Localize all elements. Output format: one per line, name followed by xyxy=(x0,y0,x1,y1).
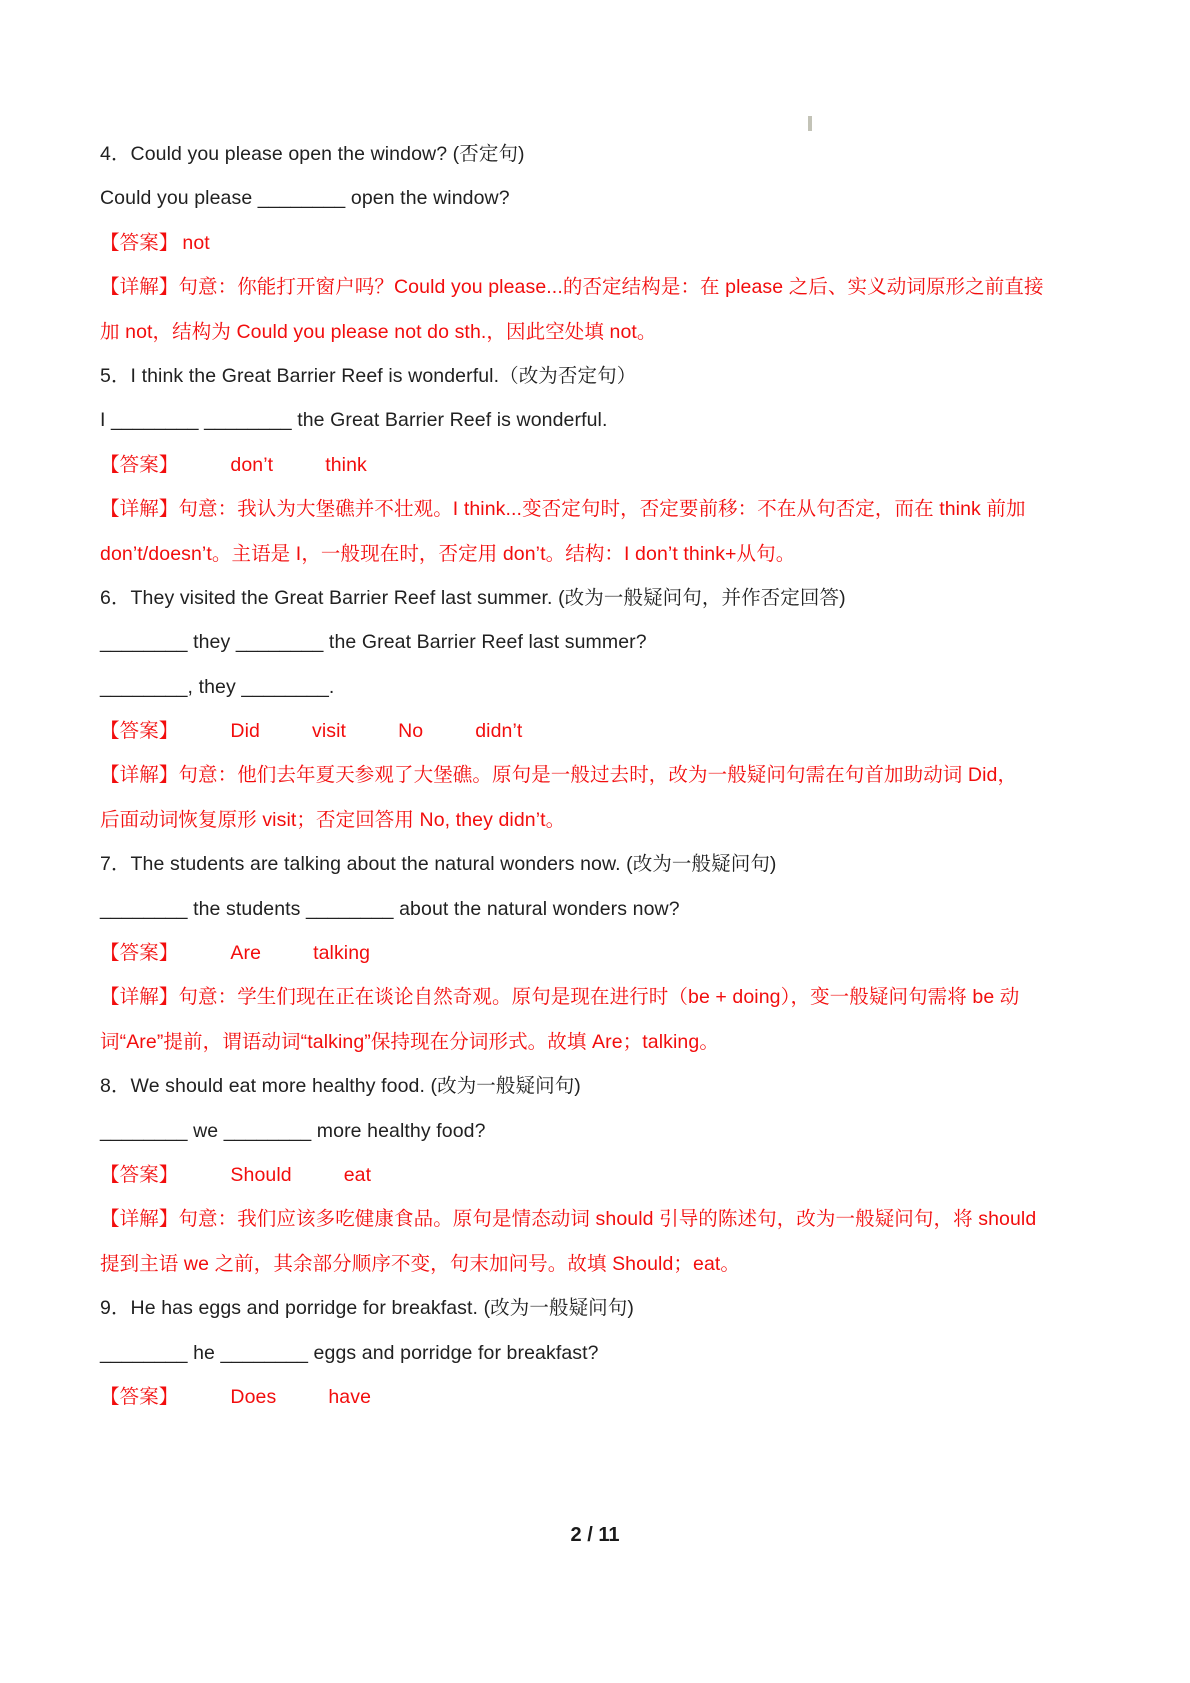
question-text: 4．Could you please open the window? (否定句) xyxy=(100,143,525,165)
question-4-answer xyxy=(100,221,1100,265)
answer-value: Did xyxy=(230,720,260,743)
question-9-fill xyxy=(100,1331,1100,1375)
question-5-fill xyxy=(100,398,1100,442)
question-8-explain-2 xyxy=(100,1242,1100,1286)
explain-text: 词“Are”提前，谓语动词“talking”保持现在分词形式。故填 Are；talking。 xyxy=(100,1030,719,1053)
explain-text: 【详解】句意：他们去年夏天参观了大堡礁。原句是一般过去时，改为一般疑问句需在句首加助动词 Did， xyxy=(100,764,1018,787)
question-6-fill-1 xyxy=(100,620,1100,664)
question-6-explain-2 xyxy=(100,798,1100,842)
question-4-title xyxy=(100,132,1100,176)
question-7-explain-2 xyxy=(100,1020,1100,1064)
question-7-answer xyxy=(100,931,1100,975)
answer-value: Does xyxy=(230,1385,277,1408)
question-7-fill xyxy=(100,887,1100,931)
question-9-answer xyxy=(100,1375,1100,1419)
question-text: 9．He has eggs and porridge for breakfast. (改为一般疑问句) xyxy=(100,1297,634,1320)
question-text: 7．The students are talking about the natural wonders now. (改为一般疑问句) xyxy=(100,853,777,876)
fill-text: I ________ ________ the Great Barrier Reef is wonderful. xyxy=(100,409,608,432)
explain-text: 【详解】句意：你能打开窗户吗？Could you please...的否定结构是：在 please 之后、实义动词原形之前直接 xyxy=(100,276,1044,299)
explain-text: 【详解】句意：我们应该多吃健康食品。原句是情态动词 should 引导的陈述句，改为一般疑问句，将 should xyxy=(100,1208,1037,1231)
question-8-title xyxy=(100,1064,1100,1108)
explain-text: 后面动词恢复原形 visit；否定回答用 No, they didn’t。 xyxy=(100,808,566,831)
fill-text: ________ they ________ the Great Barrier Reef last summer? xyxy=(100,631,647,654)
question-9-title xyxy=(100,1286,1100,1330)
page-number: 2 / 11 xyxy=(570,1524,620,1546)
question-4-fill xyxy=(100,176,1100,220)
question-4-explain-1 xyxy=(100,265,1100,309)
question-6-answer xyxy=(100,709,1100,753)
answer-value: don’t xyxy=(230,453,274,476)
question-7-explain-1 xyxy=(100,975,1100,1019)
fill-text: ________ we ________ more healthy food? xyxy=(100,1119,486,1142)
question-5-answer xyxy=(100,443,1100,487)
question-text: 5．I think the Great Barrier Reef is wonderful.（改为否定句） xyxy=(100,364,637,387)
explain-text: 加 not，结构为 Could you please not do sth.，因此空处填 not。 xyxy=(100,320,657,343)
answer-value: didn’t xyxy=(475,720,523,743)
question-7-title xyxy=(100,842,1100,886)
answer-label: 【答案】 xyxy=(100,1163,179,1186)
answer-value: talking xyxy=(313,942,371,965)
question-5-explain-1 xyxy=(100,487,1100,531)
question-8-explain-1 xyxy=(100,1197,1100,1241)
explain-text: 【详解】句意：我认为大堡礁并不壮观。I think...变否定句时，否定要前移：不在从句否定，而在 think 前加 xyxy=(100,498,1026,521)
answer-label: 【答案】 xyxy=(100,942,179,965)
answer-value: visit xyxy=(311,720,347,743)
answer-label: 【答案】 xyxy=(100,1385,179,1408)
question-6-title xyxy=(100,576,1100,620)
explain-text: 提到主语 we 之前，其余部分顺序不变，句末加问号。故填 Should；eat。 xyxy=(100,1252,741,1275)
question-text: 6．They visited the Great Barrier Reef last summer. (改为一般疑问句，并作否定回答) xyxy=(100,586,846,609)
fill-text: ________ he ________ eggs and porridge for breakfast? xyxy=(100,1341,599,1364)
question-6-fill-2 xyxy=(100,665,1100,709)
fill-text: ________ the students ________ about the natural wonders now? xyxy=(100,897,680,920)
stray-cursor-mark-icon xyxy=(808,116,812,131)
question-text: 8．We should eat more healthy food. (改为一般疑问句) xyxy=(100,1075,581,1098)
question-5-title xyxy=(100,354,1100,398)
answer-value: No xyxy=(398,720,424,743)
answer-value: eat xyxy=(343,1163,372,1186)
answer-value: have xyxy=(328,1385,372,1408)
answer-label: 【答案】 xyxy=(100,720,179,743)
fill-text: Could you please ________ open the window? xyxy=(100,187,510,210)
answer-value: think xyxy=(325,453,367,476)
question-8-fill xyxy=(100,1109,1100,1153)
explain-text: don’t/doesn’t。主语是 I，一般现在时，否定用 don’t。结构：I don’t think+从句。 xyxy=(100,542,796,565)
explain-text: 【详解】句意：学生们现在正在谈论自然奇观。原句是现在进行时（be + doing），变一般疑问句需将 be 动 xyxy=(100,986,1020,1009)
answer-value: not xyxy=(182,231,210,254)
document-body xyxy=(100,132,1100,1419)
answer-label: 【答案】 xyxy=(100,453,179,476)
answer-label: 【答案】 xyxy=(100,231,179,254)
question-6-explain-1 xyxy=(100,753,1100,797)
question-5-explain-2 xyxy=(100,532,1100,576)
fill-text: ________, they ________. xyxy=(100,675,335,698)
question-8-answer xyxy=(100,1153,1100,1197)
answer-value: Are xyxy=(230,942,262,965)
answer-value: Should xyxy=(230,1163,292,1186)
question-4-explain-2 xyxy=(100,310,1100,354)
